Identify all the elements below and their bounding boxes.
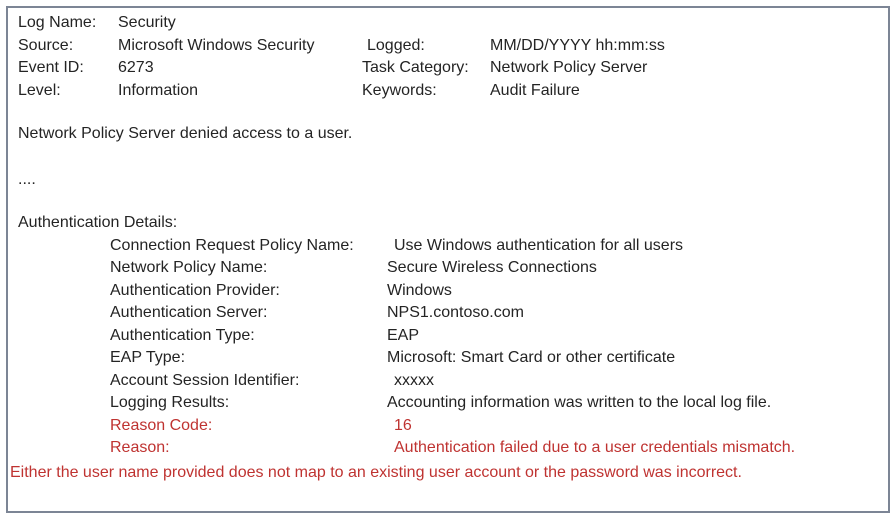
event-header bbox=[8, 12, 888, 102]
log-name-label: Log Name: bbox=[18, 14, 97, 31]
detail-row-authentication-provider bbox=[110, 280, 888, 303]
header-row-log-name bbox=[18, 12, 888, 35]
detail-value: Authentication failed due to a user credentials mismatch. bbox=[394, 439, 796, 456]
level-value: Information bbox=[118, 81, 199, 99]
logged-value: MM/DD/YYYY hh:mm:ss bbox=[490, 36, 665, 54]
header-row-eventid-taskcategory bbox=[18, 57, 888, 80]
detail-value: Secure Wireless Connections bbox=[387, 259, 597, 276]
detail-label: EAP Type: bbox=[110, 349, 186, 366]
detail-row-authentication-server bbox=[110, 302, 888, 325]
event-id-label: Event ID: bbox=[18, 59, 84, 76]
event-description: Network Policy Server denied access to a user. bbox=[18, 125, 353, 142]
event-properties-panel bbox=[6, 6, 890, 513]
event-id-value: 6273 bbox=[118, 59, 154, 76]
detail-value: xxxxx bbox=[394, 371, 434, 389]
detail-row-account-session-identifier bbox=[110, 370, 888, 393]
detail-row-reason bbox=[110, 437, 888, 460]
reason-explanation-text: Either the user name provided does not map to an existing user account or the password was incorrect. bbox=[10, 463, 742, 481]
detail-label: Authentication Provider: bbox=[110, 281, 280, 299]
detail-label: Reason: bbox=[110, 439, 170, 456]
keywords-value: Audit Failure bbox=[490, 81, 580, 99]
detail-row-network-policy-name bbox=[110, 257, 888, 280]
detail-row-logging-results bbox=[110, 392, 888, 415]
header-row-level-keywords bbox=[18, 80, 888, 103]
detail-label: Reason Code: bbox=[110, 416, 213, 434]
source-label: Source: bbox=[18, 36, 74, 54]
detail-value: 16 bbox=[394, 416, 412, 434]
header-row-source-logged bbox=[18, 35, 888, 58]
authentication-details-list bbox=[8, 235, 888, 460]
level-label: Level: bbox=[18, 81, 61, 99]
detail-row-authentication-type bbox=[110, 325, 888, 348]
detail-value: Windows bbox=[387, 281, 452, 299]
task-category-value: Network Policy Server bbox=[490, 59, 648, 76]
detail-value: Accounting information was written to the local log file. bbox=[387, 394, 772, 411]
detail-row-reason-code bbox=[110, 415, 888, 438]
source-value: Microsoft Windows Security bbox=[118, 36, 315, 54]
detail-label: Logging Results: bbox=[110, 394, 230, 411]
detail-value: Microsoft: Smart Card or other certificate bbox=[387, 349, 676, 366]
detail-label: Authentication Server: bbox=[110, 304, 268, 321]
detail-value: NPS1.contoso.com bbox=[387, 304, 524, 321]
header-spacer bbox=[362, 12, 490, 35]
detail-row-eap-type bbox=[110, 347, 888, 370]
ellipsis-text: .... bbox=[18, 170, 36, 188]
detail-row-connection-request-policy bbox=[110, 235, 888, 258]
header-spacer bbox=[490, 12, 888, 35]
detail-label: Network Policy Name: bbox=[110, 259, 268, 276]
detail-label: Authentication Type: bbox=[110, 326, 255, 344]
detail-label: Connection Request Policy Name: bbox=[110, 236, 354, 254]
logged-label: Logged: bbox=[367, 36, 425, 54]
detail-value: EAP bbox=[387, 326, 420, 344]
detail-value: Use Windows authentication for all users bbox=[394, 236, 684, 254]
log-name-value: Security bbox=[118, 14, 176, 31]
keywords-label: Keywords: bbox=[362, 81, 437, 99]
authentication-details-heading: Authentication Details: bbox=[18, 214, 178, 231]
task-category-label: Task Category: bbox=[362, 59, 469, 76]
detail-label: Account Session Identifier: bbox=[110, 371, 300, 389]
event-text-content bbox=[8, 8, 888, 484]
